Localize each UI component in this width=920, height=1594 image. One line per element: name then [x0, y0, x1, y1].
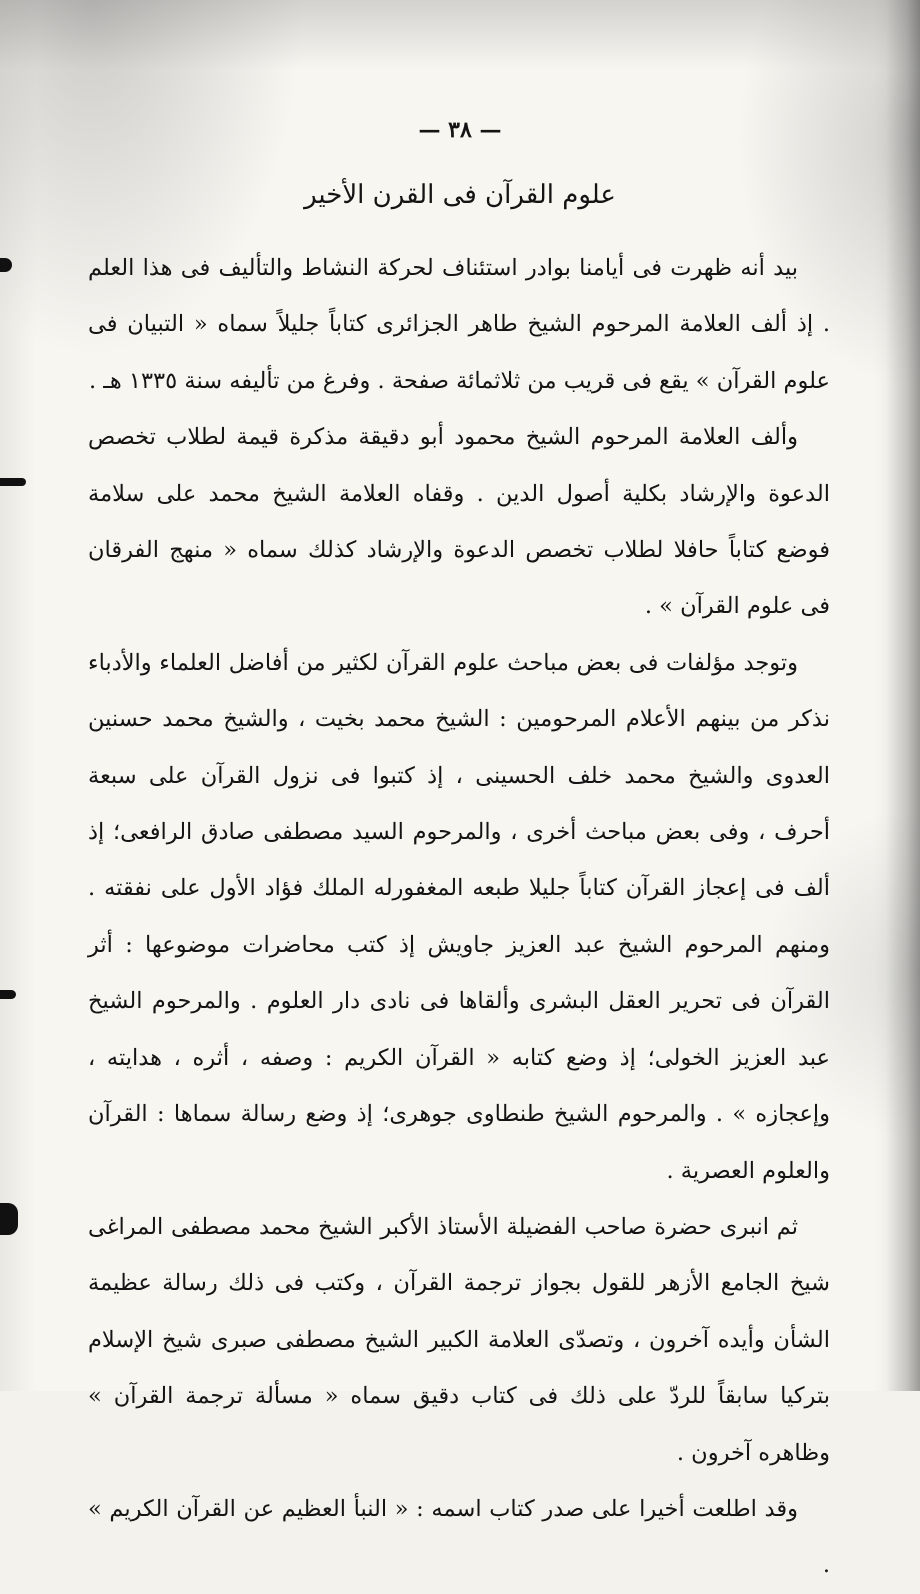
binding-mark: [0, 258, 12, 272]
binding-mark: [0, 1203, 18, 1235]
binding-mark: [0, 990, 16, 999]
paragraph: وتوجد مؤلفات فى بعض مباحث علوم القرآن لكثير من أفاضل العلماء والأدباء نذكر من بينهم الأعلام المرحومين : الشيخ محمد بخيت ، والشيخ محمد حسنين العدوى والشيخ محمد خلف الحسينى ، إذ كتبوا فى نزول القرآن على سبعة أحرف ، وفى بعض مباحث أخرى ، والمرحوم السيد مصطفى صادق الرافعى؛ إذ ألف فى إعجاز القرآن كتاباً جليلا طبعه المغفورله الملك فؤاد الأول على نفقته . ومنهم المرحوم الشيخ عبد العزيز جاويش إذ كتب محاضرات موضوعها : أثر القرآن فى تحرير العقل البشرى وألقاها فى نادى دار العلوم . والمرحوم الشيخ عبد العزيز الخولى؛ إذ وضع كتابه « القرآن الكريم : وصفه ، أثره ، هدايته ، وإعجازه » . والمرحوم الشيخ طنطاوى جوهرى؛ إذ وضع رسالة سماها : القرآن والعلوم العصرية .: [88, 649, 830, 1184]
scan-shadow-right: [886, 0, 920, 1391]
section-heading: علوم القرآن فى القرن الأخير: [304, 180, 616, 210]
scan-shadow-top: [0, 0, 920, 70]
paragraph: بيد أنه ظهرت فى أيامنا بوادر استئناف لحركة النشاط والتأليف فى هذا العلم . إذ ألف العلامة المرحوم الشيخ طاهر الجزائرى كتاباً جليلاً سماه « التبيان فى علوم القرآن » يقع فى قريب من ثلاثمائة صفحة . وفرغ من تأليفه سنة ١٣٣٥ هـ .: [88, 255, 830, 394]
binding-mark: [0, 478, 26, 486]
paragraph: وألف العلامة المرحوم الشيخ محمود أبو دقيقة مذكرة قيمة لطلاب تخصص الدعوة والإرشاد بكلية أصول الدين . وقفاه العلامة الشيخ محمد على سلامة فوضع كتاباً حافلا لطلاب تخصص الدعوة والإرشاد كذلك سماه « منهج الفرقان فى علوم القرآن » .: [88, 424, 830, 620]
page-number: — ٣٨ —: [418, 117, 502, 143]
paragraph: وقد اطلعت أخيرا على صدر كتاب اسمه : « النبأ العظيم عن القرآن الكريم » .: [88, 1495, 830, 1579]
paragraph: ثم انبرى حضرة صاحب الفضيلة الأستاذ الأكبر الشيخ محمد مصطفى المراغى شيخ الجامع الأزهر للقول بجواز ترجمة القرآن ، وكتب فى ذلك رسالة عظيمة الشأن وأيده آخرون ، وتصدّى العلامة الكبير الشيخ مصطفى صبرى شيخ الإسلام بتركيا سابقاً للردّ على ذلك فى كتاب دقيق سماه « مسألة ترجمة القرآن » وظاهره آخرون .: [88, 1213, 830, 1466]
